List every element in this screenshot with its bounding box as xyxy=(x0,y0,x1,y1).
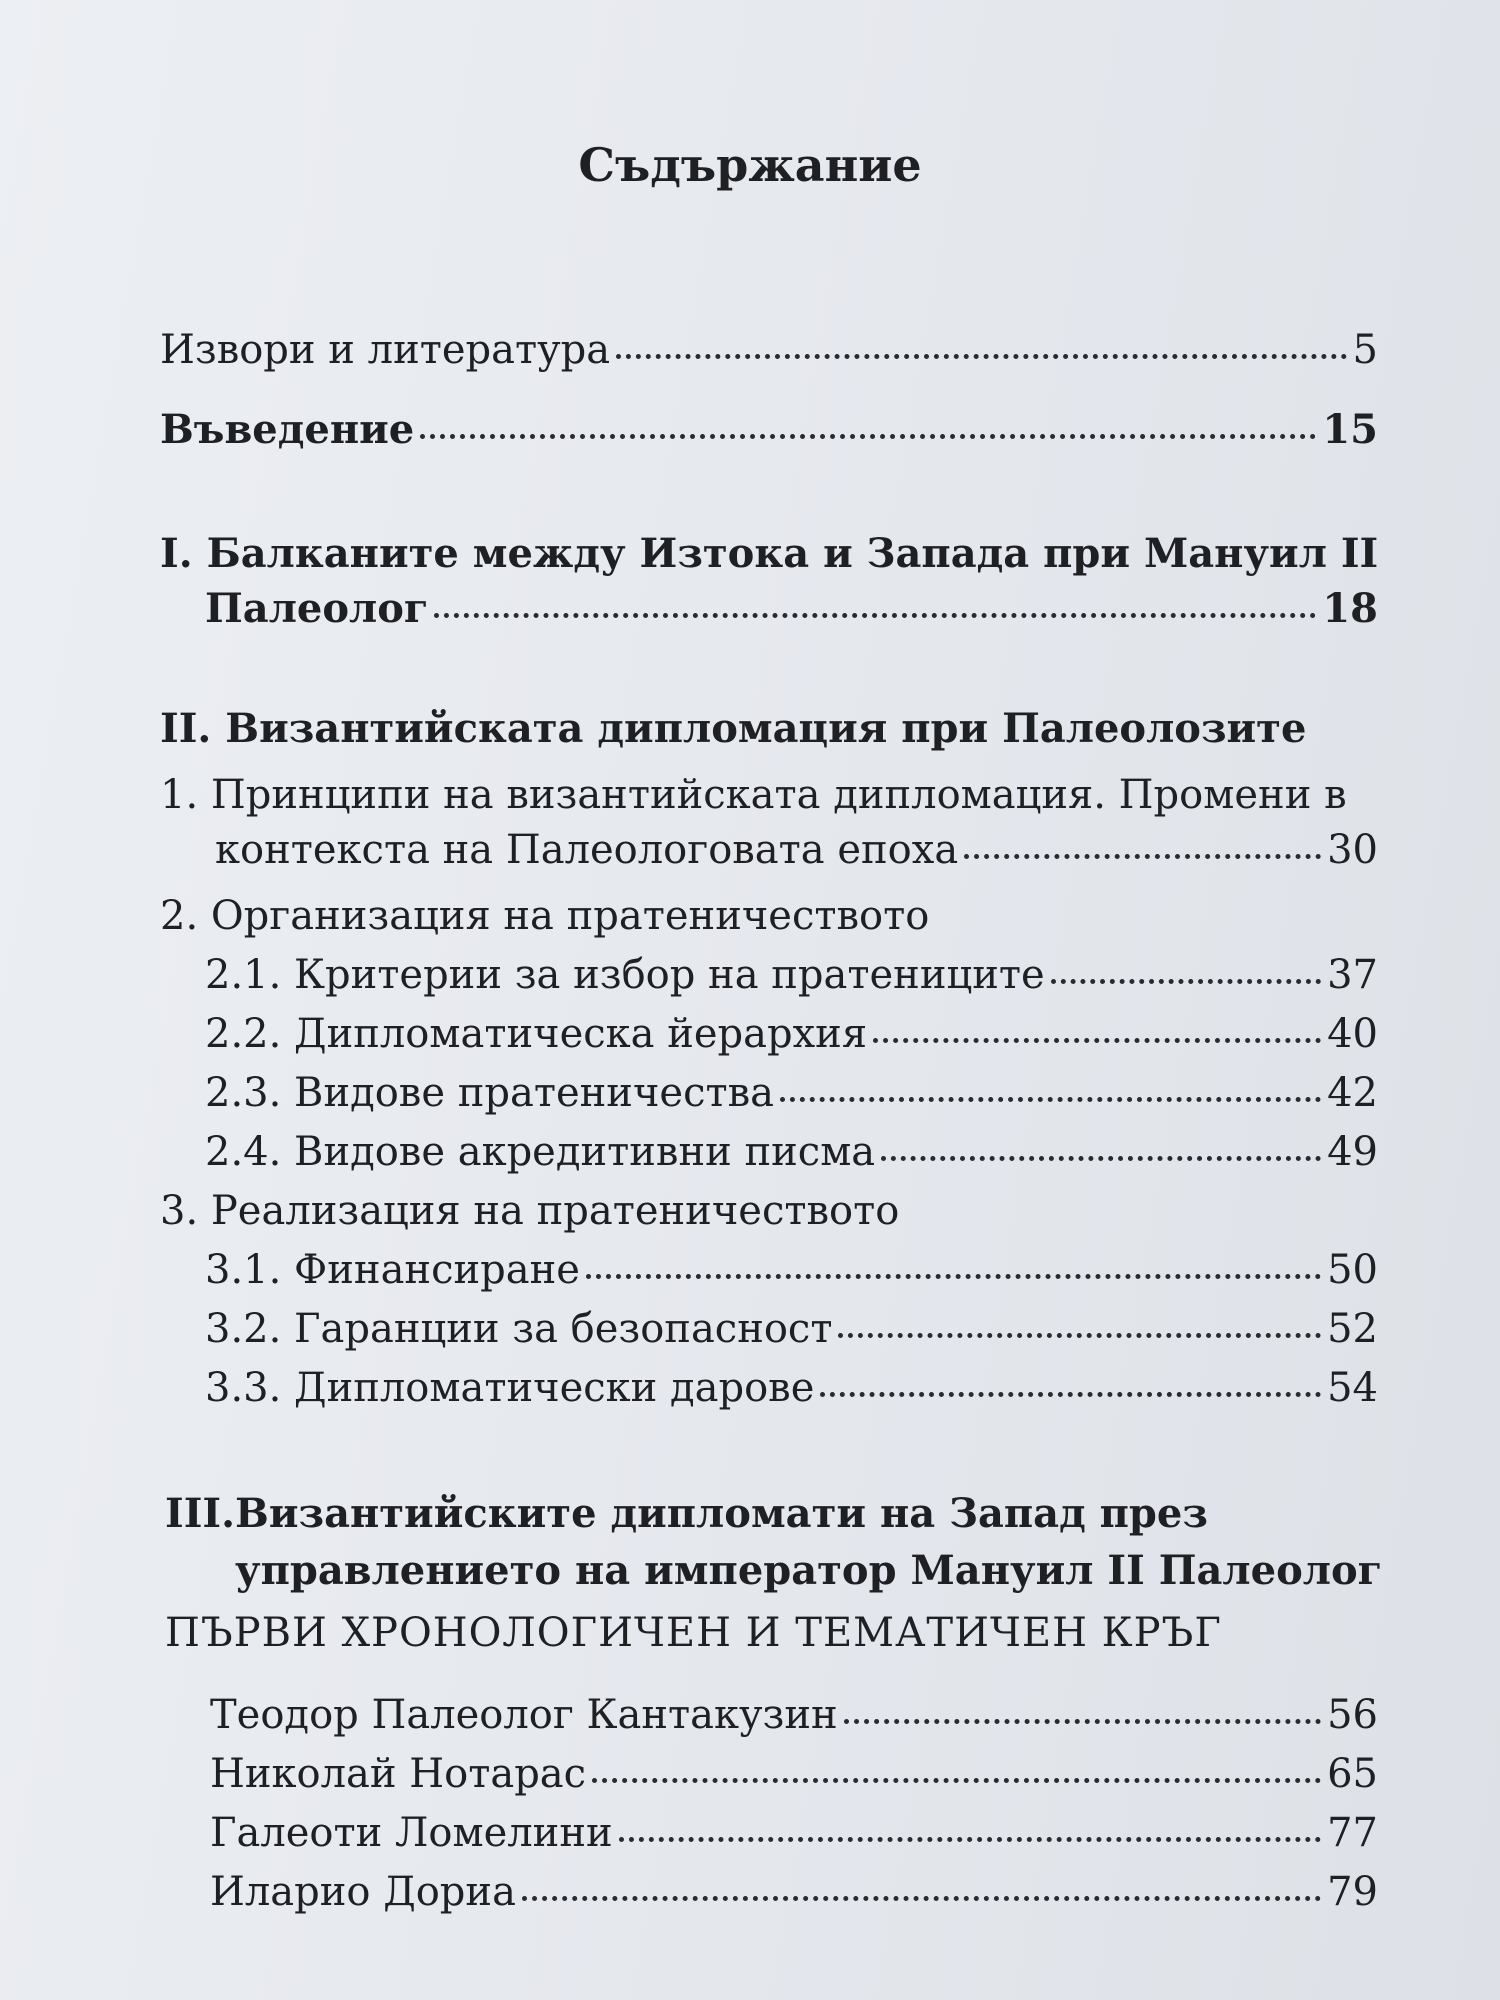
toc-entry-label: 2.3. Видове пратеничества xyxy=(205,1070,774,1116)
toc-entry-3-2[interactable] xyxy=(205,1306,1378,1352)
toc-entry-label: 3.2. Гаранции за безопасност xyxy=(205,1306,833,1352)
dot-leader xyxy=(420,434,1316,439)
dot-leader xyxy=(619,1837,1321,1842)
toc-entry-label: 2.2. Дипломатическа йерархия xyxy=(205,1011,868,1057)
section-2-title[interactable]: 2. Организация на пратеничеството xyxy=(160,893,930,939)
toc-entry-vavedenie[interactable] xyxy=(160,406,1378,453)
dot-leader xyxy=(881,1156,1321,1161)
toc-page-number: 5 xyxy=(1352,327,1378,373)
page-title: Съдържание xyxy=(578,138,922,192)
toc-entry-label: Галеоти Ломелини xyxy=(210,1810,613,1856)
toc-entry-label: Палеолог xyxy=(205,585,429,632)
toc-page-number: 54 xyxy=(1327,1365,1378,1411)
toc-entry-2-2[interactable] xyxy=(205,1011,1378,1057)
toc-page-number: 65 xyxy=(1327,1751,1378,1797)
toc-entry-3-3[interactable] xyxy=(205,1365,1378,1411)
toc-page-number: 15 xyxy=(1322,406,1378,453)
dot-leader xyxy=(844,1719,1321,1724)
toc-entry-label: 3.1. Финансиране xyxy=(205,1247,580,1293)
toc-entry-2-1[interactable] xyxy=(205,952,1378,998)
toc-entry-section-1[interactable] xyxy=(215,827,1378,873)
section-3-title[interactable]: 3. Реализация на пратеничеството xyxy=(160,1188,900,1234)
dot-leader xyxy=(820,1392,1321,1397)
toc-entry-person-2[interactable] xyxy=(210,1751,1378,1797)
toc-page-number: 79 xyxy=(1327,1869,1378,1915)
section-1-title[interactable]: 1. Принципи на византийската дипломация. Промени в xyxy=(160,772,1347,818)
dot-leader xyxy=(964,854,1321,859)
dot-leader xyxy=(1051,979,1321,984)
chapter-3-title[interactable]: III.Византийските дипломати на Запад през xyxy=(165,1490,1208,1537)
toc-entry-izvori[interactable] xyxy=(160,327,1378,373)
toc-page-number: 56 xyxy=(1327,1692,1378,1738)
dot-leader xyxy=(434,613,1316,618)
dot-leader xyxy=(873,1038,1321,1043)
toc-entry-label: Извори и литература xyxy=(160,327,611,373)
dot-leader xyxy=(616,354,1346,359)
toc-entry-label: контекста на Палеологовата епоха xyxy=(215,827,959,873)
toc-page-number: 18 xyxy=(1322,585,1378,632)
toc-entry-3-1[interactable] xyxy=(205,1247,1378,1293)
toc-entry-2-4[interactable] xyxy=(205,1129,1378,1175)
toc-entry-person-3[interactable] xyxy=(210,1810,1378,1856)
toc-entry-label: 2.1. Критерии за избор на пратениците xyxy=(205,952,1045,998)
chapter-2-title[interactable]: II. Византийската дипломация при Палеолозите xyxy=(160,705,1307,752)
toc-entry-person-4[interactable] xyxy=(210,1869,1378,1915)
toc-page-number: 37 xyxy=(1327,952,1378,998)
toc-entry-chapter-1[interactable] xyxy=(205,585,1378,632)
toc-entry-label: Теодор Палеолог Кантакузин xyxy=(210,1692,838,1738)
toc-page-number: 40 xyxy=(1327,1011,1378,1057)
toc-entry-2-3[interactable] xyxy=(205,1070,1378,1116)
toc-entry-label: Въведение xyxy=(160,406,415,453)
toc-entry-label: 3.3. Дипломатически дарове xyxy=(205,1365,815,1411)
circle-1-heading[interactable]: ПЪРВИ ХРОНОЛОГИЧЕН И ТЕМАТИЧЕН КРЪГ xyxy=(165,1610,1222,1656)
toc-entry-label: Николай Нотарас xyxy=(210,1751,587,1797)
dot-leader xyxy=(838,1333,1321,1338)
toc-page-number: 77 xyxy=(1327,1810,1378,1856)
toc-page-number: 42 xyxy=(1327,1070,1378,1116)
toc-page-number: 52 xyxy=(1327,1306,1378,1352)
dot-leader xyxy=(522,1896,1321,1901)
dot-leader xyxy=(592,1778,1321,1783)
toc-entry-label: 2.4. Видове акредитивни писма xyxy=(205,1129,876,1175)
dot-leader xyxy=(586,1274,1321,1279)
chapter-1-title[interactable]: I. Балканите между Изтока и Запада при Мануил II xyxy=(160,530,1379,577)
toc-page-number: 30 xyxy=(1327,827,1378,873)
toc-entry-person-1[interactable] xyxy=(210,1692,1378,1738)
toc-page-number: 49 xyxy=(1327,1129,1378,1175)
toc-entry-label: Иларио Дориа xyxy=(210,1869,516,1915)
chapter-3-title-cont: управлението на император Мануил II Палеолог xyxy=(235,1547,1383,1594)
toc-page-number: 50 xyxy=(1327,1247,1378,1293)
dot-leader xyxy=(780,1097,1321,1102)
